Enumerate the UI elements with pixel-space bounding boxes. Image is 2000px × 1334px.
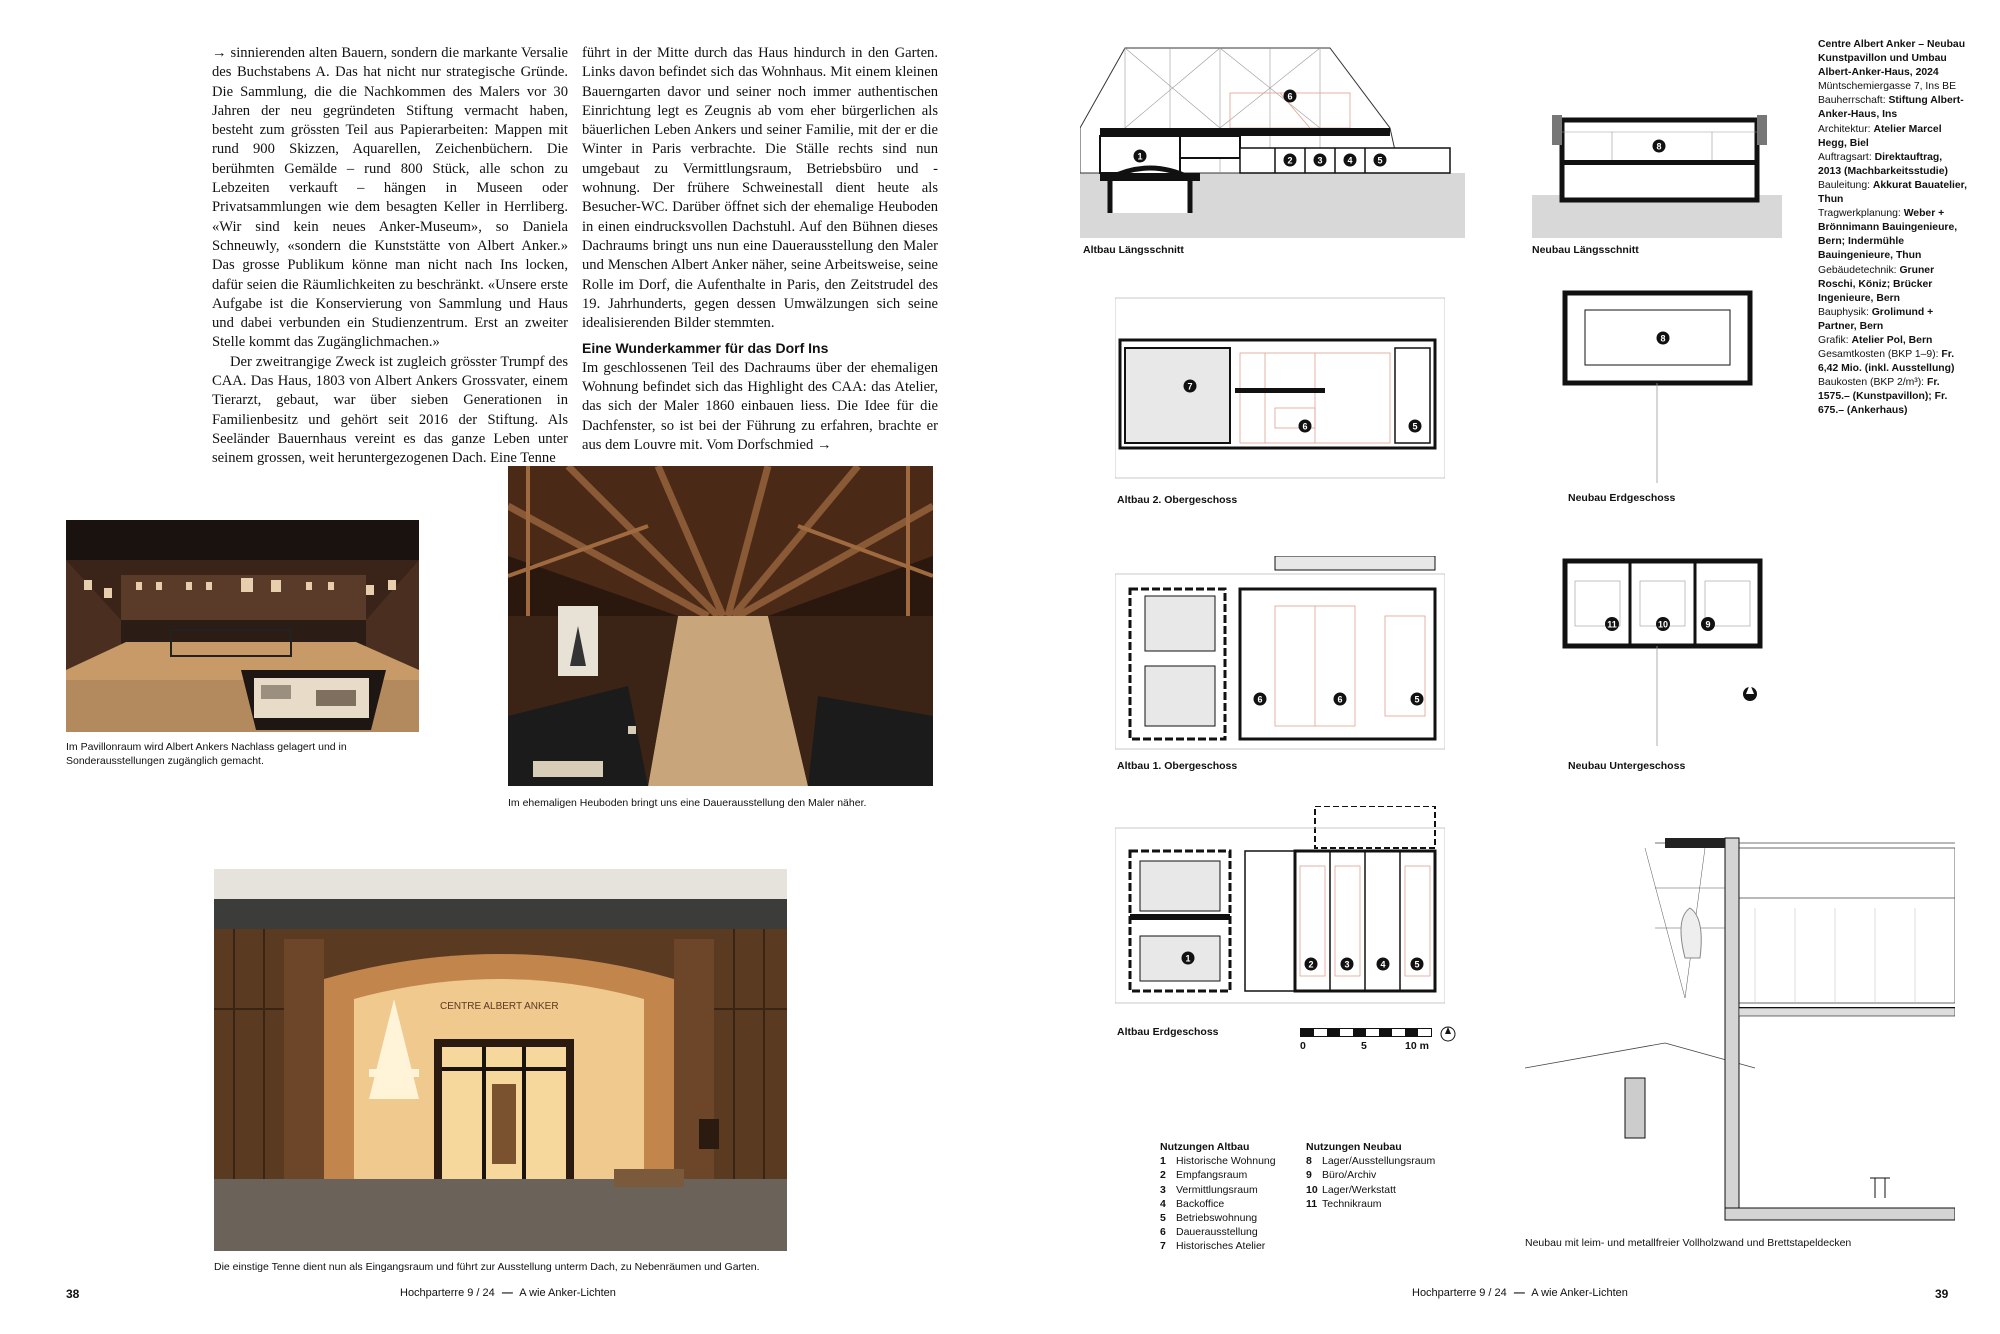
paragraph: → sinnierenden alten Bauern, sondern die markante Versalie des Buchstabens A. Das hat nicht nur strategische Gründe. Die Sammlung, die die Nachkommen des Malers vor 30 Jahren der neu gegründeten Stiftung vermacht haben, besteht zum grössten Teil aus Papierarbeiten: Mappen mit rund 900 Skizzen, Aquarellen, Zeichenbüchern. Die berühmten Gemälde – rund 800 Stück, alle schon zu Lebzeiten verkauft – hängen in Museen oder Privatsammlungen wie dem besagten Keller in Herrliberg. «Wir sind kein neues Anker-Museum», so Daniela Schneuwly, «sondern die Kunststätte von Albert Anker.» Das grosse Publikum könne man nicht nach Ins locken, dafür seien die Räumlichkeiten zu beschränkt. «Unsere erste Aufgabe ist die Konservierung von Sammlung und Haus und dabei verbunden ein Studienzentrum. Erst an zweiter Stelle kommt das Zugänglichmachen.» bbox=[212, 45, 568, 351]
paragraph: führt in der Mitte durch das Haus hindurch in den Garten. Links davon befindet sich das Wohnhaus. Mit einem kleinen Bauerngarten davor und seiner noch immer authentischen Einrichtung legt es Zeugnis ab vom eher bürgerlichen als bäuerlichen Leben Ankers und seiner Familie, mit der er die Winter in Paris verbrachte. Die Ställe rechts sind nun umgebaut zu Vermittlungsraum, Betriebsbüro und -wohnung. Der frühere Schweinestall dient heute als Besucher-WC. Darüber öffnet sich der ehemalige Heuboden in einen eindrucksvollen Dachstuhl. Auf den Bühnen dieses Dachraums bringt uns nun eine Dauerausstellung den Maler und Menschen Albert Anker näher, seine Arbeitsweise, seine Rolle im Dorf, die Aufenthalte in Paris, den Zeitstrudel des 19. Jahrhunderts, gegen dessen Umwälzungen sich seine idealisierenden Bilder stemmten. bbox=[582, 45, 938, 332]
legend-item: 6 Dauerausstellung bbox=[1160, 1226, 1258, 1239]
svg-text:6: 6 bbox=[1302, 421, 1308, 432]
svg-text:8: 8 bbox=[1656, 141, 1662, 152]
north-arrow-icon bbox=[1743, 684, 1757, 701]
project-line: Grafik: Atelier Pol, Bern bbox=[1818, 334, 1933, 346]
legend-altbau bbox=[1160, 1140, 1310, 1254]
article-title: A wie Anker-Lichten bbox=[1531, 1287, 1628, 1299]
drawing-altbau-1og bbox=[1115, 556, 1445, 756]
svg-text:8: 8 bbox=[1660, 333, 1666, 344]
legend-item: 2 Empfangsraum bbox=[1160, 1169, 1248, 1182]
legend-item: 3 Vermittlungsraum bbox=[1160, 1183, 1258, 1196]
drawing-altbau-2og bbox=[1115, 278, 1445, 488]
photo-tenne bbox=[214, 869, 787, 1251]
magazine-issue: Hochparterre 9 / 24 bbox=[400, 1287, 495, 1299]
svg-text:6: 6 bbox=[1287, 91, 1293, 102]
svg-text:6: 6 bbox=[1337, 694, 1343, 705]
svg-text:3: 3 bbox=[1344, 959, 1350, 970]
svg-text:2: 2 bbox=[1287, 155, 1293, 166]
project-line: Bauphysik: Grolimund + Partner, Bern bbox=[1818, 306, 1934, 332]
project-info bbox=[1818, 38, 1968, 419]
svg-text:1: 1 bbox=[1137, 151, 1143, 162]
svg-text:4: 4 bbox=[1380, 959, 1386, 970]
scale-5: 5 bbox=[1361, 1040, 1367, 1052]
svg-text:6: 6 bbox=[1257, 694, 1263, 705]
drawing-altbau-laengsschnitt bbox=[1080, 38, 1465, 238]
legend-item: 10 Lager/Werkstatt bbox=[1306, 1183, 1396, 1196]
svg-text:3: 3 bbox=[1317, 155, 1323, 166]
legend-item: 4 Backoffice bbox=[1160, 1197, 1225, 1210]
legend-item: 11 Technikraum bbox=[1306, 1197, 1382, 1210]
svg-text:1: 1 bbox=[1185, 953, 1191, 964]
text-column-1 bbox=[212, 44, 568, 469]
svg-text:11: 11 bbox=[1607, 619, 1617, 630]
article-title: A wie Anker-Lichten bbox=[519, 1287, 616, 1299]
label-neubau-ug: Neubau Untergeschoss bbox=[1568, 760, 1686, 772]
scale-bar bbox=[1300, 1028, 1440, 1037]
legend-item: 9 Büro/Archiv bbox=[1306, 1169, 1377, 1182]
svg-text:10: 10 bbox=[1657, 619, 1669, 630]
project-line: Auftragsart: Direktauftrag, 2013 (Machbarkeitsstudie) bbox=[1818, 151, 1948, 177]
drawing-neubau-eg bbox=[1560, 288, 1760, 488]
pavilion-image bbox=[66, 520, 419, 732]
heuboden-image bbox=[508, 466, 933, 786]
caption-tenne: Die einstige Tenne dient nun als Eingangsraum und führt zur Ausstellung unterm Dach, zu Nebenräumen und Garten. bbox=[214, 1261, 760, 1273]
project-line: Bauherrschaft: Stiftung Albert-Anker-Haus, Ins bbox=[1818, 95, 1964, 121]
svg-text:5: 5 bbox=[1414, 959, 1420, 970]
svg-text:5: 5 bbox=[1412, 421, 1418, 432]
project-line: Tragwerkplanung: Weber + Brönnimann Bauingenieure, Bern; Indermühle Bauingenieure, Thun bbox=[1818, 208, 1958, 262]
svg-text:9: 9 bbox=[1705, 619, 1711, 630]
legend-title: Nutzungen Altbau bbox=[1160, 1141, 1250, 1153]
legend-item: 1 Historische Wohnung bbox=[1160, 1155, 1276, 1168]
north-arrow-icon bbox=[1440, 1026, 1456, 1042]
svg-text:7: 7 bbox=[1187, 381, 1193, 392]
caption-pavilion: Im Pavillonraum wird Albert Ankers Nachlass gelagert und in Sonderausstellungen zugänglich gemacht. bbox=[66, 741, 347, 767]
caption-heuboden: Im ehemaligen Heuboden bringt uns eine Dauerausstellung den Maler näher. bbox=[508, 797, 867, 809]
tenne-image bbox=[214, 869, 787, 1251]
legend-neubau bbox=[1306, 1140, 1441, 1211]
label-altbau-eg: Altbau Erdgeschoss bbox=[1117, 1026, 1219, 1038]
svg-text:5: 5 bbox=[1377, 155, 1383, 166]
footer-left: Hochparterre 9 / 24 — A wie Anker-Lichten bbox=[400, 1287, 616, 1299]
project-title: Centre Albert Anker – Neubau Kunstpavillon und Umbau Albert-Anker-Haus, 2024 bbox=[1818, 39, 1966, 79]
project-line: Baukosten (BKP 2/m³): Fr. 1575.– (Kunstpavillon); Fr. 675.– (Ankerhaus) bbox=[1818, 377, 1948, 417]
legend-title: Nutzungen Neubau bbox=[1306, 1141, 1402, 1153]
drawing-neubau-detail bbox=[1525, 828, 1955, 1228]
scale-0: 0 bbox=[1300, 1040, 1306, 1052]
svg-text:5: 5 bbox=[1414, 694, 1420, 705]
entrance-sign: CENTRE ALBERT ANKER bbox=[440, 1001, 559, 1012]
project-address: Müntschemiergasse 7, Ins BE bbox=[1818, 81, 1957, 93]
drawing-neubau-ug bbox=[1560, 556, 1770, 756]
paragraph: Der zweitrangige Zweck ist zugleich grösster Trumpf des CAA. Das Haus, 1803 von Albert Ankers Grossvater, einem Tierarzt, gebaut, war über sieben Generationen in Familienbesitz und gehört seit 2016 der Stiftung. Als Seeländer Bauernhaus vereint es das ganze Leben unter seinem grossen, weit heruntergezogenen Dach. Eine Tenne bbox=[212, 353, 568, 467]
photo-heuboden bbox=[508, 466, 933, 786]
page-number-right: 39 bbox=[1935, 1287, 1949, 1301]
paragraph: Im geschlossenen Teil des Dachraums über der ehemaligen Wohnung befindet sich das Highlight des CAA: das Atelier, das sich der Maler 1860 einbauen liess. Die Idee für die Dachfenster, so ist bei der Führung zu erfahren, brachte er aus dem Louvre mit. Vom Dorfschmied → bbox=[582, 359, 938, 453]
project-line: Gesamtkosten (BKP 1–9): Fr. 6,42 Mio. (inkl. Ausstellung) bbox=[1818, 349, 1955, 375]
project-line: Architektur: Atelier Marcel Hegg, Biel bbox=[1818, 123, 1942, 149]
caption-neubau-detail: Neubau mit leim- und metallfreier Vollholzwand und Brettstapeldecken bbox=[1525, 1237, 1852, 1249]
label-altbau-laengsschnitt: Altbau Längsschnitt bbox=[1083, 244, 1184, 256]
label-neubau-laengsschnitt: Neubau Längsschnitt bbox=[1532, 244, 1639, 256]
svg-text:4: 4 bbox=[1347, 155, 1353, 166]
label-altbau-2og: Altbau 2. Obergeschoss bbox=[1117, 494, 1238, 506]
project-line: Bauleitung: Akkurat Bauatelier, Thun bbox=[1818, 179, 1968, 206]
scale-10: 10 m bbox=[1405, 1040, 1429, 1052]
label-altbau-1og: Altbau 1. Obergeschoss bbox=[1117, 760, 1238, 772]
page-number-left: 38 bbox=[66, 1287, 80, 1301]
legend-item: 8 Lager/Ausstellungsraum bbox=[1306, 1155, 1436, 1168]
subheading: Eine Wunderkammer für das Dorf Ins bbox=[582, 340, 829, 357]
project-line: Gebäudetechnik: Gruner Roschi, Köniz; Brücker Ingenieure, Bern bbox=[1818, 264, 1935, 304]
legend-item: 7 Historisches Atelier bbox=[1160, 1240, 1266, 1253]
svg-text:2: 2 bbox=[1308, 959, 1314, 970]
magazine-issue: Hochparterre 9 / 24 bbox=[1412, 1287, 1507, 1299]
drawing-altbau-eg bbox=[1115, 806, 1445, 1016]
text-column-2 bbox=[582, 44, 938, 455]
footer-right: Hochparterre 9 / 24 — A wie Anker-Lichten bbox=[1412, 1287, 1628, 1299]
drawing-neubau-laengsschnitt bbox=[1532, 110, 1782, 238]
photo-pavilion bbox=[66, 520, 419, 732]
label-neubau-eg: Neubau Erdgeschoss bbox=[1568, 492, 1676, 504]
legend-item: 5 Betriebswohnung bbox=[1160, 1212, 1258, 1225]
